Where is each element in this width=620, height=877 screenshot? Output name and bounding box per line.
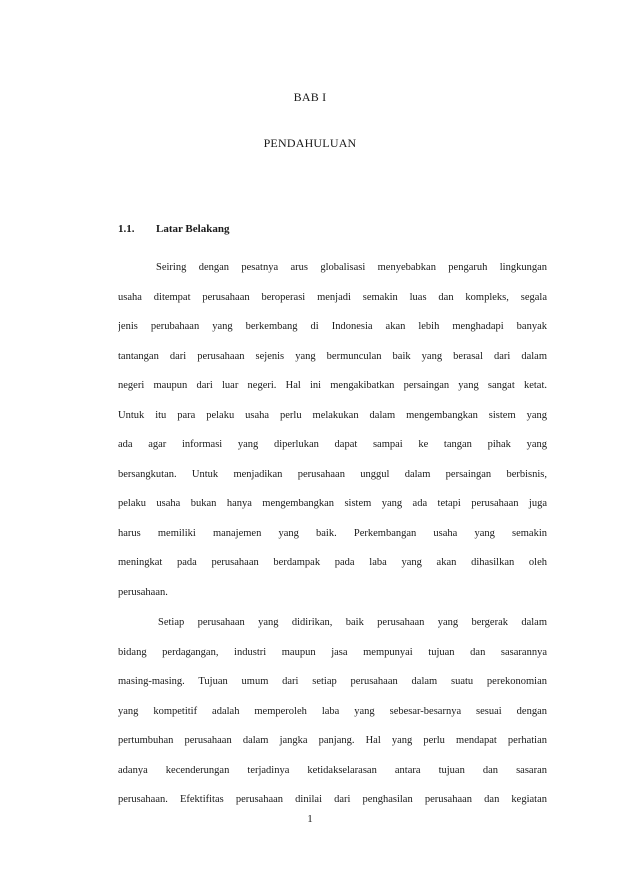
- paragraph-line: Seiring dengan pesatnya arus globalisasi menyebabkan pengaruh lingkungan: [156, 262, 547, 273]
- paragraph-line: perusahaan. Efektifitas perusahaan dinilai dari penghasilan perusahaan dan kegiatan: [118, 794, 547, 805]
- paragraph-line: meningkat pada perusahaan berdampak pada laba yang akan dihasilkan oleh: [118, 557, 547, 568]
- chapter-title: PENDAHULUAN: [263, 136, 357, 150]
- paragraph-1: [118, 253, 547, 607]
- paragraph-line: ada agar informasi yang diperlukan dapat sampai ke tangan pihak yang: [118, 439, 547, 450]
- paragraph-line: usaha ditempat perusahaan beroperasi menjadi semakin luas dan kompleks, segala: [118, 291, 547, 303]
- paragraph-line: adanya kecenderungan terjadinya ketidakselarasan antara tujuan dan sasaran: [118, 764, 547, 776]
- paragraph-line: jenis perubahaan yang berkembang di Indonesia akan lebih menghadapi banyak: [118, 321, 547, 332]
- paragraph-2: [118, 608, 547, 815]
- paragraph-line: bidang perdagangan, industri maupun jasa mempunyai tujuan dan sasarannya: [118, 646, 547, 658]
- paragraph-line: negeri maupun dari luar negeri. Hal ini mengakibatkan persaingan yang sangat ketat.: [118, 380, 547, 391]
- paragraph-line: masing-masing. Tujuan umum dari setiap perusahaan dalam suatu perekonomian: [118, 676, 547, 687]
- paragraph-line: perusahaan.: [118, 586, 168, 598]
- paragraph-line: Setiap perusahaan yang didirikan, baik perusahaan yang bergerak dalam: [158, 617, 547, 628]
- section-number: 1.1.: [118, 223, 135, 235]
- paragraph-line: yang kompetitif adalah memperoleh laba yang sebesar-besarnya sesuai dengan: [118, 705, 547, 717]
- paragraph-line: harus memiliki manajemen yang baik. Perkembangan usaha yang semakin: [118, 527, 547, 539]
- paragraph-line: pertumbuhan perusahaan dalam jangka panjang. Hal yang perlu mendapat perhatian: [118, 735, 547, 746]
- page-number: 1: [307, 813, 313, 825]
- paragraph-line: pelaku usaha bukan hanya mengembangkan sistem yang ada tetapi perusahaan juga: [118, 498, 547, 509]
- section-title: Latar Belakang: [156, 223, 230, 235]
- section-heading: [118, 223, 229, 235]
- paragraph-line: Untuk itu para pelaku usaha perlu melakukan dalam mengembangkan sistem yang: [118, 409, 547, 421]
- paragraph-line: bersangkutan. Untuk menjadikan perusahaan unggul dalam persaingan berbisnis,: [118, 468, 547, 480]
- chapter-number: BAB I: [293, 90, 327, 104]
- paragraph-line: tantangan dari perusahaan sejenis yang bermunculan baik yang berasal dari dalam: [118, 350, 547, 362]
